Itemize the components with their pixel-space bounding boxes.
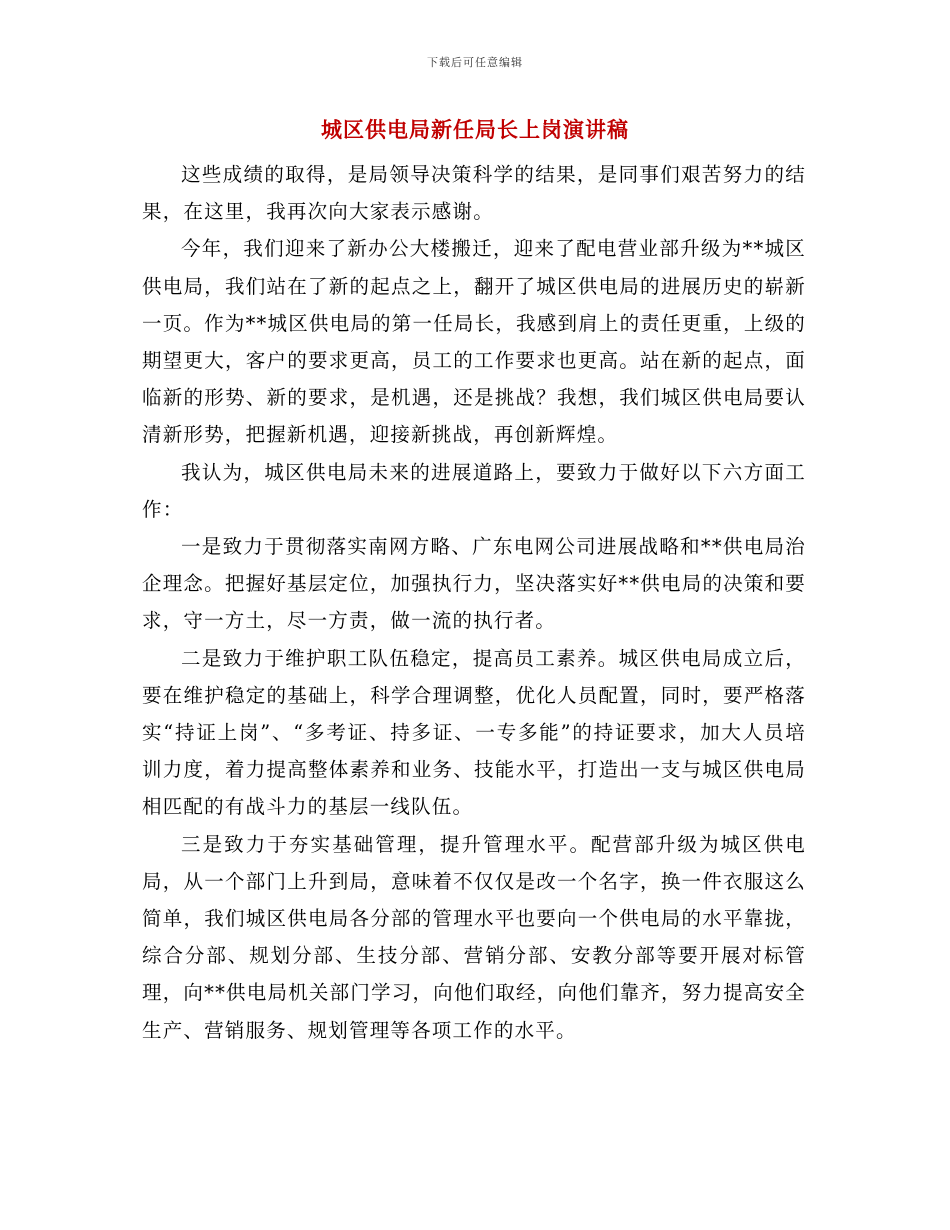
paragraph-6: 三是致力于夯实基础管理，提升管理水平。配营部升级为城区供电局，从一个部门上升到局，意味着不仅仅是改一个名字，换一件衣服这么简单，我们城区供电局各分部的管理水平也要向一个供电局的水平靠拢，综合分部、规划分部、生技分部、营销分部、安教分部等要开展对标管理，向**供电局机关部门学习，向他们取经，向他们靠齐，努力提高安全生产、营销服务、规划管理等各项工作的水平。: [142, 832, 806, 1042]
paragraph-1: 这些成绩的取得，是局领导决策科学的结果，是同事们艰苦努力的结果，在这里，我再次向大家表示感谢。: [142, 163, 806, 224]
document-title: 城区供电局新任局长上岗演讲稿: [321, 117, 629, 142]
paragraph-2: 今年，我们迎来了新办公大楼搬迁，迎来了配电营业部升级为**城区供电局，我们站在了新的起点之上，翻开了城区供电局的进展历史的崭新一页。作为**城区供电局的第一任局长，我感到肩上的责任更重，上级的期望更大，客户的要求更高，员工的工作要求也更高。站在新的起点，面临新的形势、新的要求，是机遇，还是挑战？我想，我们城区供电局要认清新形势，把握新机遇，迎接新挑战，再创新辉煌。: [142, 237, 806, 447]
header-note: 下载后可任意编辑: [427, 56, 523, 69]
paragraph-3: 我认为，城区供电局未来的进展道路上，要致力于做好以下六方面工作：: [142, 460, 806, 521]
paragraph-4: 一是致力于贯彻落实南网方略、广东电网公司进展战略和**供电局治企理念。把握好基层定位，加强执行力，坚决落实好**供电局的决策和要求，守一方土，尽一方责，做一流的执行者。: [142, 535, 806, 633]
paragraph-5: 二是致力于维护职工队伍稳定，提高员工素养。城区供电局成立后，要在维护稳定的基础上，科学合理调整，优化人员配置，同时，要严格落实“持证上岗”、“多考证、持多证、一专多能”的持证要求，加大人员培训力度，着力提高整体素养和业务、技能水平，打造出一支与城区供电局相匹配的有战斗力的基层一线队伍。: [142, 646, 806, 819]
document-body: [142, 156, 806, 1049]
